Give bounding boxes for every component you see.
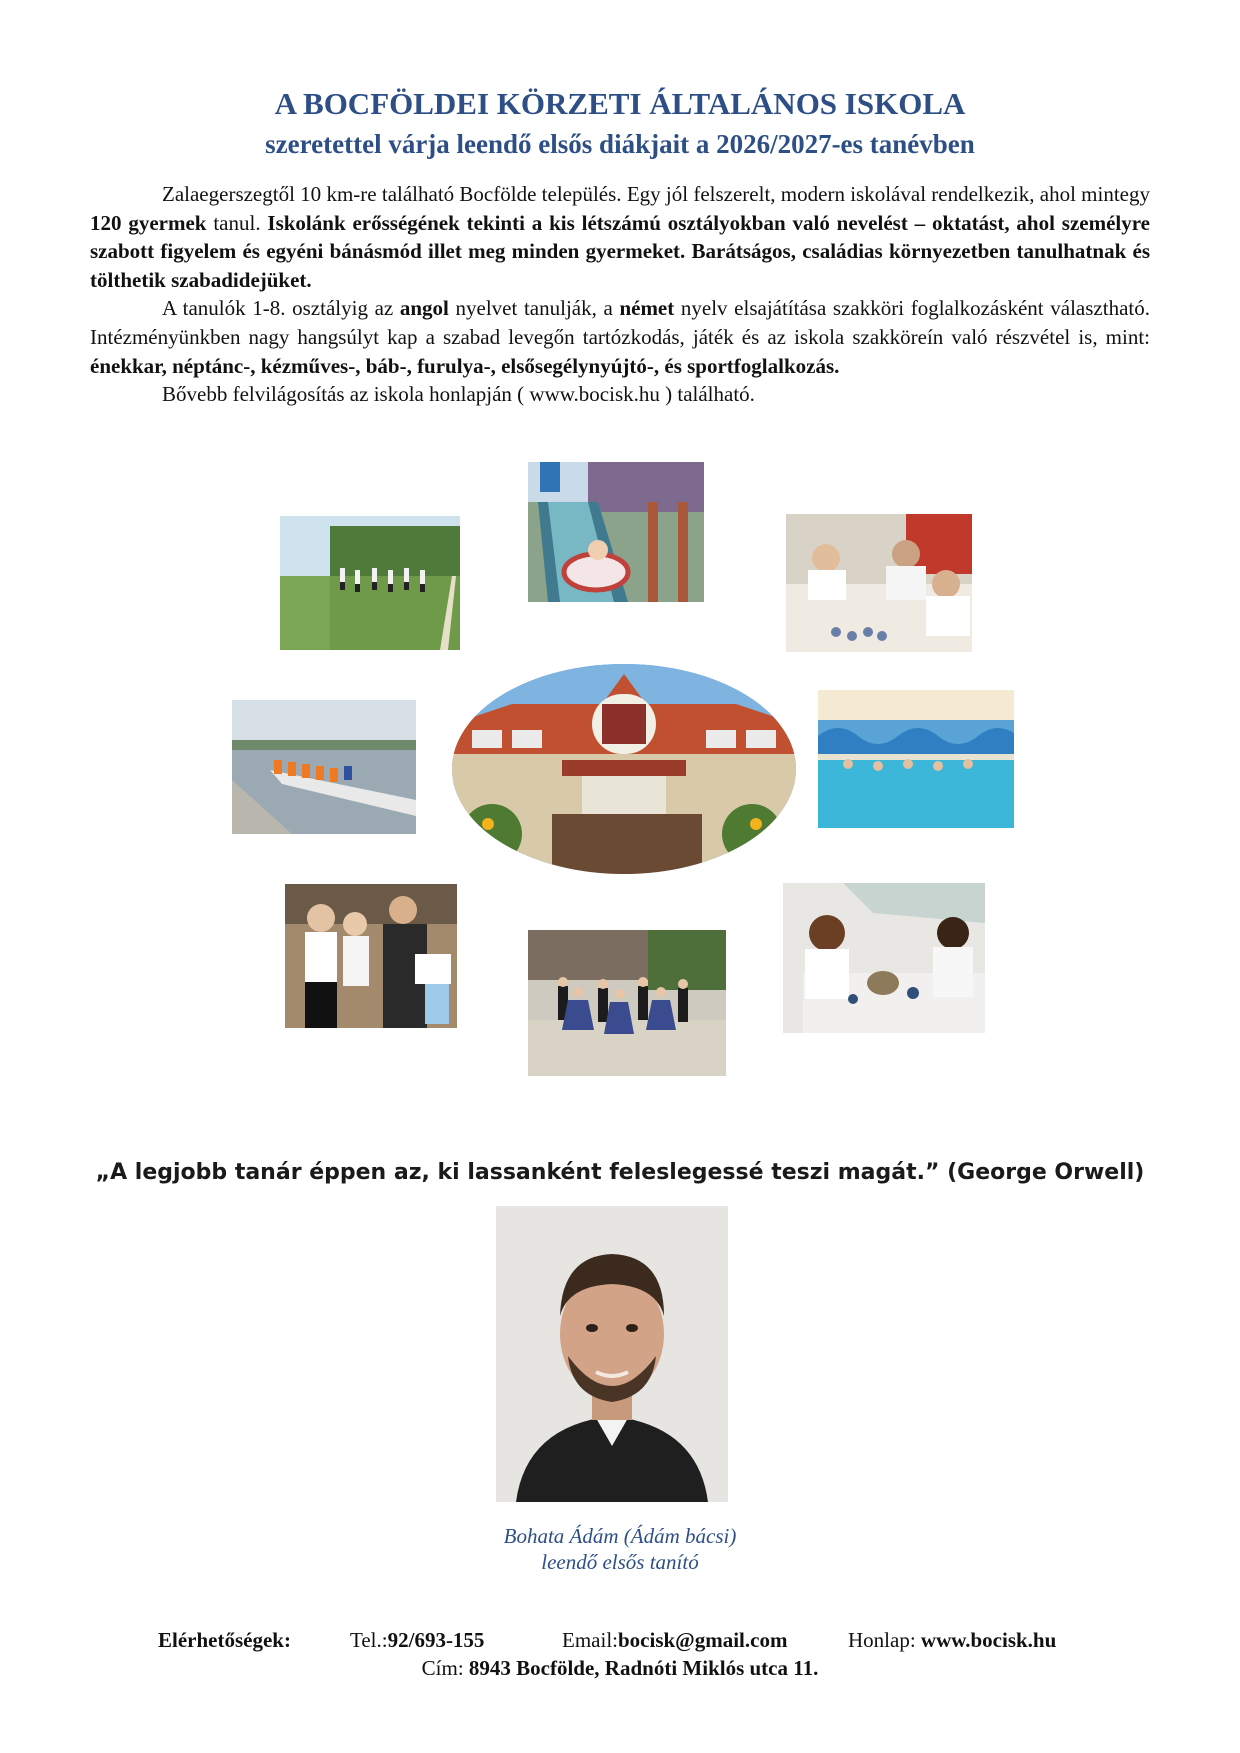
teacher-portrait (496, 1206, 728, 1502)
intro-text (90, 180, 1150, 409)
intro-p1-text: Zalaegerszegtől 10 km-re található Bocfölde település. Egy jól felszerelt, modern iskolával rendelkezik, ahol mintegy (162, 182, 1150, 206)
phone-number: 92/693-155 (387, 1628, 485, 1652)
intro-p1-text-2: tanul. (206, 210, 268, 235)
intro-paragraph-2 (90, 294, 1150, 380)
page-subtitle: szeretettel várja leendő elsős diákjait a 2026/2027-es tanévben (265, 129, 975, 159)
photo-flute-group (285, 884, 457, 1028)
photo-sports-field (280, 516, 460, 650)
phone-label: Tel.: (350, 1628, 388, 1652)
orwell-quote: „A legjobb tanár éppen az, ki lassanként feleslegessé teszi magát.” (George Orwell) (95, 1160, 1145, 1185)
address-label: Cím: (421, 1656, 469, 1680)
contact-address (0, 1656, 1240, 1681)
intro-p2-text-2: nyelvet tanulják, a (448, 296, 620, 321)
address-value: 8943 Bocfölde, Radnóti Miklós utca 11. (468, 1656, 819, 1680)
intro-p2-english: angol (399, 296, 449, 321)
photo-pottery-workshop (783, 883, 985, 1033)
page-title: A BOCFÖLDEI KÖRZETI ÁLTALÁNOS ISKOLA (274, 86, 966, 121)
contact-email (562, 1628, 787, 1653)
intro-p1-count: 120 gyermek (90, 210, 207, 235)
contact-phone (350, 1628, 484, 1653)
intro-p2-activities: énekkar, néptánc-, kézműves-, báb-, furulya-, elsősegélynyújtó-, és sportfoglalkozás. (90, 353, 840, 378)
intro-p2-text: A tanulók 1-8. osztályig az (162, 296, 400, 321)
intro-paragraph-1 (90, 180, 1150, 294)
email-label: Email: (562, 1628, 618, 1652)
teacher-role: leendő elsős tanító (541, 1550, 699, 1574)
photo-school-building (452, 664, 796, 874)
website-label: Honlap: (848, 1628, 921, 1652)
photo-crafts-class (786, 514, 972, 652)
contact-label (158, 1628, 291, 1653)
website-url: www.bocisk.hu (920, 1628, 1057, 1652)
intro-p1-strengths: Iskolánk erősségének tekinti a kis létszámú osztályokban való nevelést – oktatást, ahol személyre szabott figyelem és egyéni bánásmód illet meg minden gyermeket. Barátságos, családias környezetben tanulhatnak és tölthetik szabadidejüket. (90, 210, 1150, 292)
photo-folk-dance (528, 930, 726, 1076)
contact-website (848, 1628, 1056, 1653)
intro-p2-text-3: nyelv elsajátítása szakköri foglalkozásként választható. Intézményünkben nagy hangsúlyt kap a szabad levegőn tartózkodás, játék és az iskola szakköreín való részvétel is, mint: (90, 296, 1150, 349)
photo-rowing-boat (232, 700, 416, 834)
teacher-name: Bohata Ádám (Ádám bácsi) (503, 1524, 737, 1548)
email-address: bocisk@gmail.com (618, 1628, 788, 1652)
photo-playground-slide (528, 462, 704, 602)
intro-p2-german: német (619, 296, 675, 321)
photo-swimming-pool (818, 690, 1014, 828)
contact-label-text: Elérhetőségek: (158, 1628, 291, 1652)
intro-paragraph-3: Bővebb felvilágosítás az iskola honlapján ( www.bocisk.hu ) található. (162, 382, 755, 407)
